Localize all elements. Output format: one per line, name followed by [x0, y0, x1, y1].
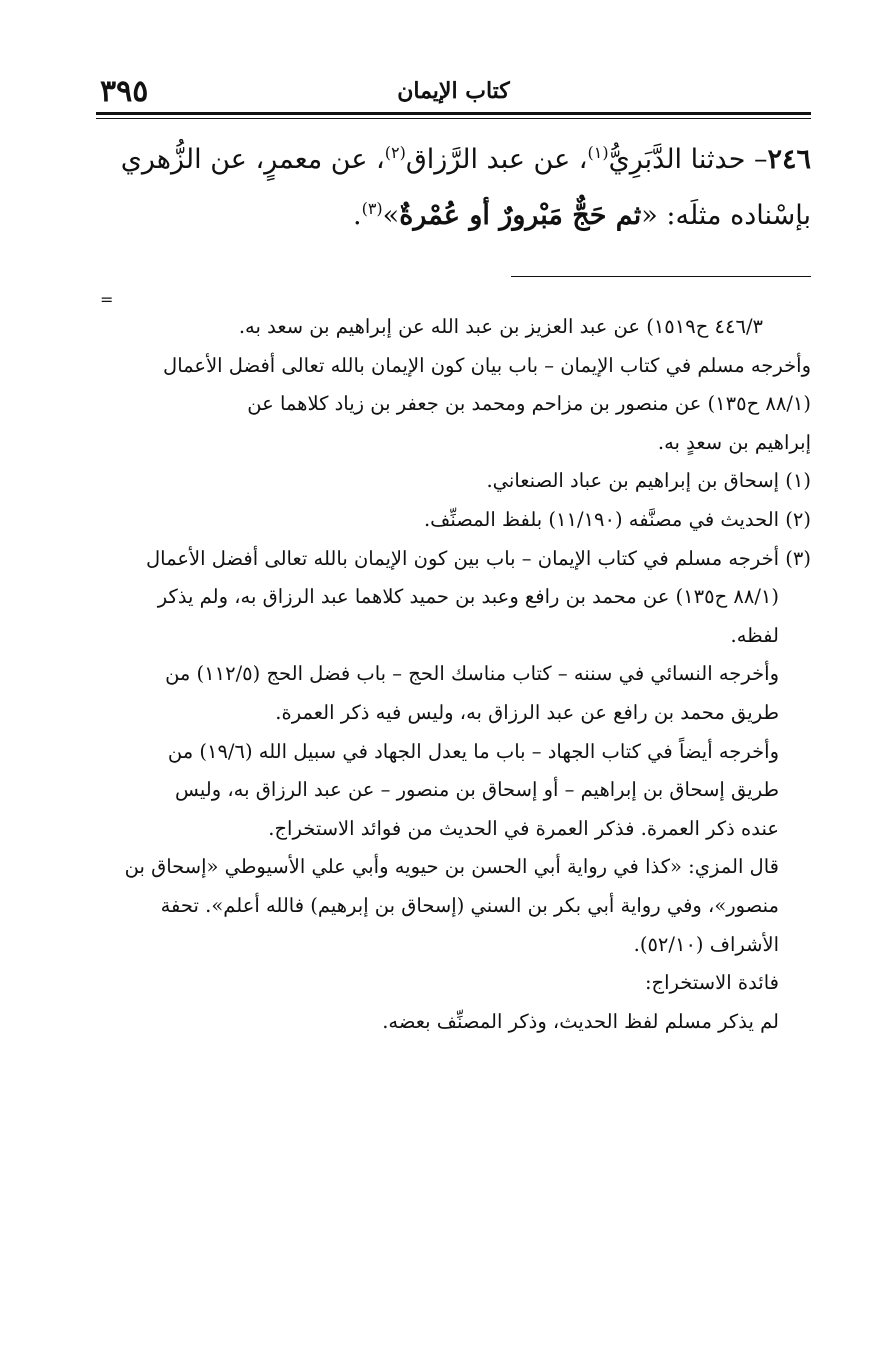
footnote-ref-2: (٢): [384, 143, 406, 162]
footnotes: [100, 308, 811, 1041]
footnote-1: (١) إسحاق بن إبراهيم بن عباد الصنعاني.: [486, 469, 811, 493]
footnote-line: عنده ذكر العمرة. فذكر العمرة في الحديث من فوائد الاستخراج.: [268, 816, 779, 840]
hadith-line-2: [100, 188, 811, 244]
hadith-line-2-end: .: [352, 200, 362, 231]
footnote-ref-1: (١): [587, 143, 609, 162]
header-rule-thin: [96, 118, 811, 119]
continuation-mark: =: [100, 290, 114, 309]
footnote-line: طريق محمد بن رافع عن عبد الرزاق به، وليس فيه ذكر العمرة.: [275, 700, 779, 724]
footnote-line: وأخرجه أيضاً في كتاب الجهاد – باب ما يعدل الجهاد في سبيل الله (١٩/٦) من: [167, 739, 779, 763]
hadith-line-1-end: ، عن معمرٍ، عن الزُّهري: [120, 144, 385, 175]
footnote-line: ٤٤٦/٣ ح١٥١٩) عن عبد العزيز بن عبد الله عن إبراهيم بن سعد به.: [238, 315, 763, 338]
footnote-line: لم يذكر مسلم لفظ الحديث، وذكر المصنِّف بعضه.: [382, 1009, 779, 1033]
footnote-line: وأخرجه مسلم في كتاب الإيمان – باب بيان كون الإيمان بالله تعالى أفضل الأعمال: [163, 353, 811, 377]
header-rule: [96, 112, 811, 115]
running-title: كتاب الإيمان: [397, 78, 510, 104]
footnote-line: (٨٨/١ ح١٣٥) عن منصور بن مزاحم ومحمد بن جعفر بن زياد كلاهما عن: [247, 392, 811, 416]
footnote-line: لفظه.: [730, 623, 779, 647]
page-header: [96, 74, 811, 108]
hadith-number: ٢٤٦: [767, 144, 811, 175]
footnote-2: (٢) الحديث في مصنَّفه (١١/١٩٠) بلفظ المصنِّف.: [423, 507, 811, 531]
footnote-line: (٨٨/١ ح١٣٥) عن محمد بن رافع وعبد بن حميد كلاهما عبد الرزاق به، ولم يذكر: [157, 585, 779, 609]
hadith-line-1-mid: ، عن عبد الرَّزاق: [405, 144, 588, 175]
hadith-text: [100, 132, 811, 244]
footnote-separator: [511, 276, 811, 277]
hadith-quote: ثم حَجٌّ مَبْرورٌ أو عُمْرةٌ: [399, 200, 642, 231]
footnote-ref-3: (٣): [361, 199, 383, 218]
footnote-line: منصور»، وفي رواية أبي بكر بن السني (إسحاق بن إبرهيم) فالله أعلم». تحفة: [160, 893, 779, 917]
hadith-line-1-start: – حدثنا الدَّبَرِيُّ: [608, 144, 768, 175]
page-number: ٣٩٥: [100, 74, 149, 109]
hadith-line-2-start: بإسْناده مثلَه: «: [641, 200, 811, 231]
footnote-line: الأشراف (٥٢/١٠).: [633, 932, 779, 956]
quote-close: »: [382, 200, 400, 231]
footnote-3: (٣) أخرجه مسلم في كتاب الإيمان – باب بين كون الإيمان بالله تعالى أفضل الأعمال: [145, 546, 811, 570]
footnote-line: قال المزي: «كذا في رواية أبي الحسن بن حيويه وأبي علي الأسيوطي «إسحاق بن: [124, 855, 779, 879]
footnote-line: وأخرجه النسائي في سننه – كتاب مناسك الحج – باب فضل الحج (١١٢/٥) من: [165, 662, 779, 686]
footnote-subheading: فائدة الاستخراج:: [644, 971, 779, 995]
footnote-line: إبراهيم بن سعدٍ به.: [657, 430, 811, 454]
hadith-line-1: [100, 132, 811, 188]
footnote-line: طريق إسحاق بن إبراهيم – أو إسحاق بن منصور – عن عبد الرزاق به، وليس: [175, 778, 779, 802]
